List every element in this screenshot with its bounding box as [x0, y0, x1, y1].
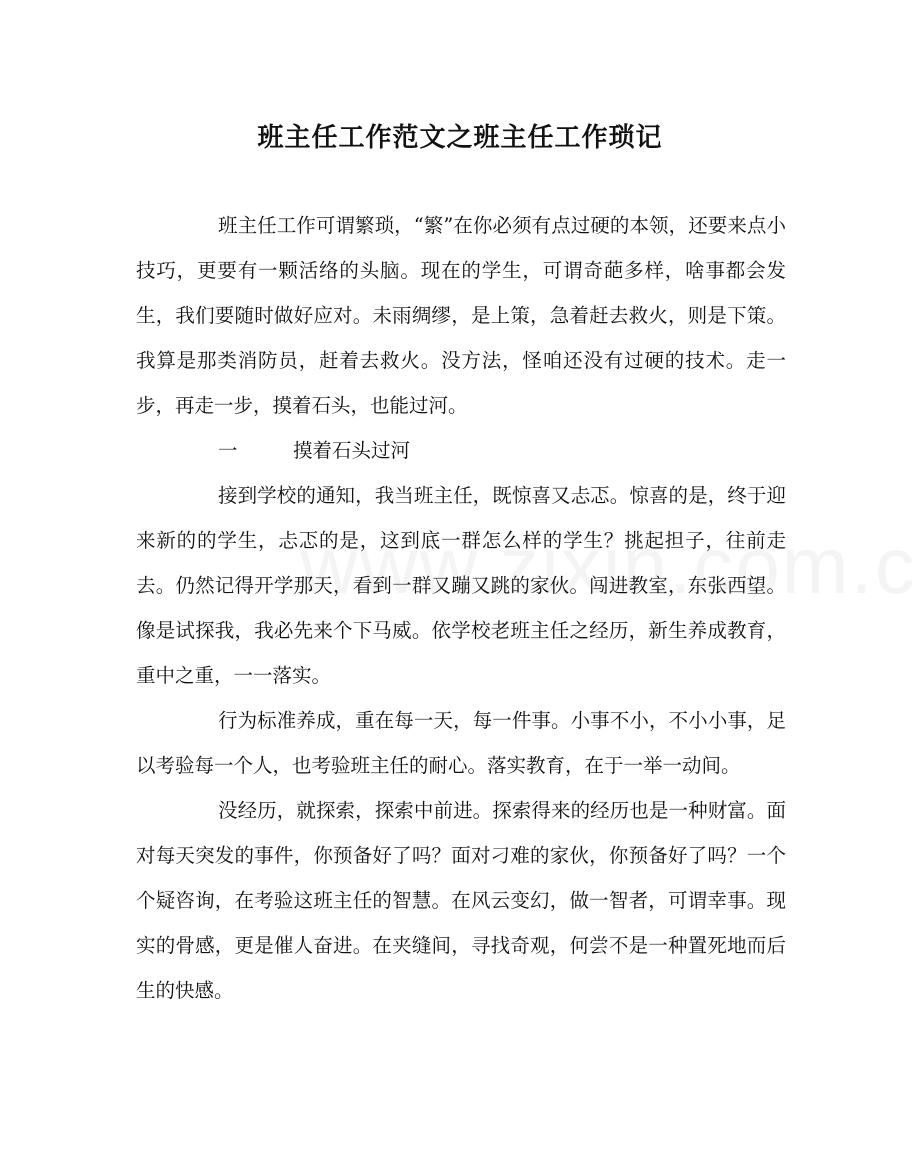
section-heading [136, 428, 786, 473]
section-paragraph: 没经历，就探索，探索中前进。探索得来的经历也是一种财富。面对每天突发的事件，你预备好了吗？面对刁难的家伙，你预备好了吗？一个个疑咨询，在考验这班主任的智慧。在风云变幻，做一智者，可谓幸事。现实的骨感，更是催人奋进。在夹缝间，寻找奇观，何尝不是一种置死地而后生的快感。 [136, 799, 786, 1002]
intro-paragraph: 班主任工作可谓繁琐，“繁”在你必须有点过硬的本领，还要来点小技巧，更要有一颗活络的头脑。现在的学生，可谓奇葩多样，啥事都会发生，我们要随时做好应对。未雨绸缪，是上策，急着赶去救火，则是下策。我算是那类消防员，赶着去救火。没方法，怪咱还没有过硬的技术。走一步，再走一步，摸着石头，也能过河。 [136, 214, 786, 417]
section-heading-text: 摸着石头过河 [293, 439, 411, 462]
section-number: 一 [218, 439, 238, 462]
document-body [136, 203, 786, 1013]
section-paragraph: 行为标准养成，重在每一天，每一件事。小事不小，不小小事，足以考验每一个人，也考验班主任的耐心。落实教育，在于一举一动间。 [136, 709, 786, 777]
section-paragraph: 接到学校的通知，我当班主任，既惊喜又忐忑。惊喜的是，终于迎来新的的学生，忐忑的是，这到底一群怎么样的学生？挑起担子，往前走去。仍然记得开学那天，看到一群又蹦又跳的家伙。闯进教室，东张西望。像是试探我，我必先来个下马威。依学校老班主任之经历，新生养成教育，重中之重，一一落实。 [136, 484, 786, 687]
document-title: 班主任工作范文之班主任工作琐记 [257, 123, 663, 153]
